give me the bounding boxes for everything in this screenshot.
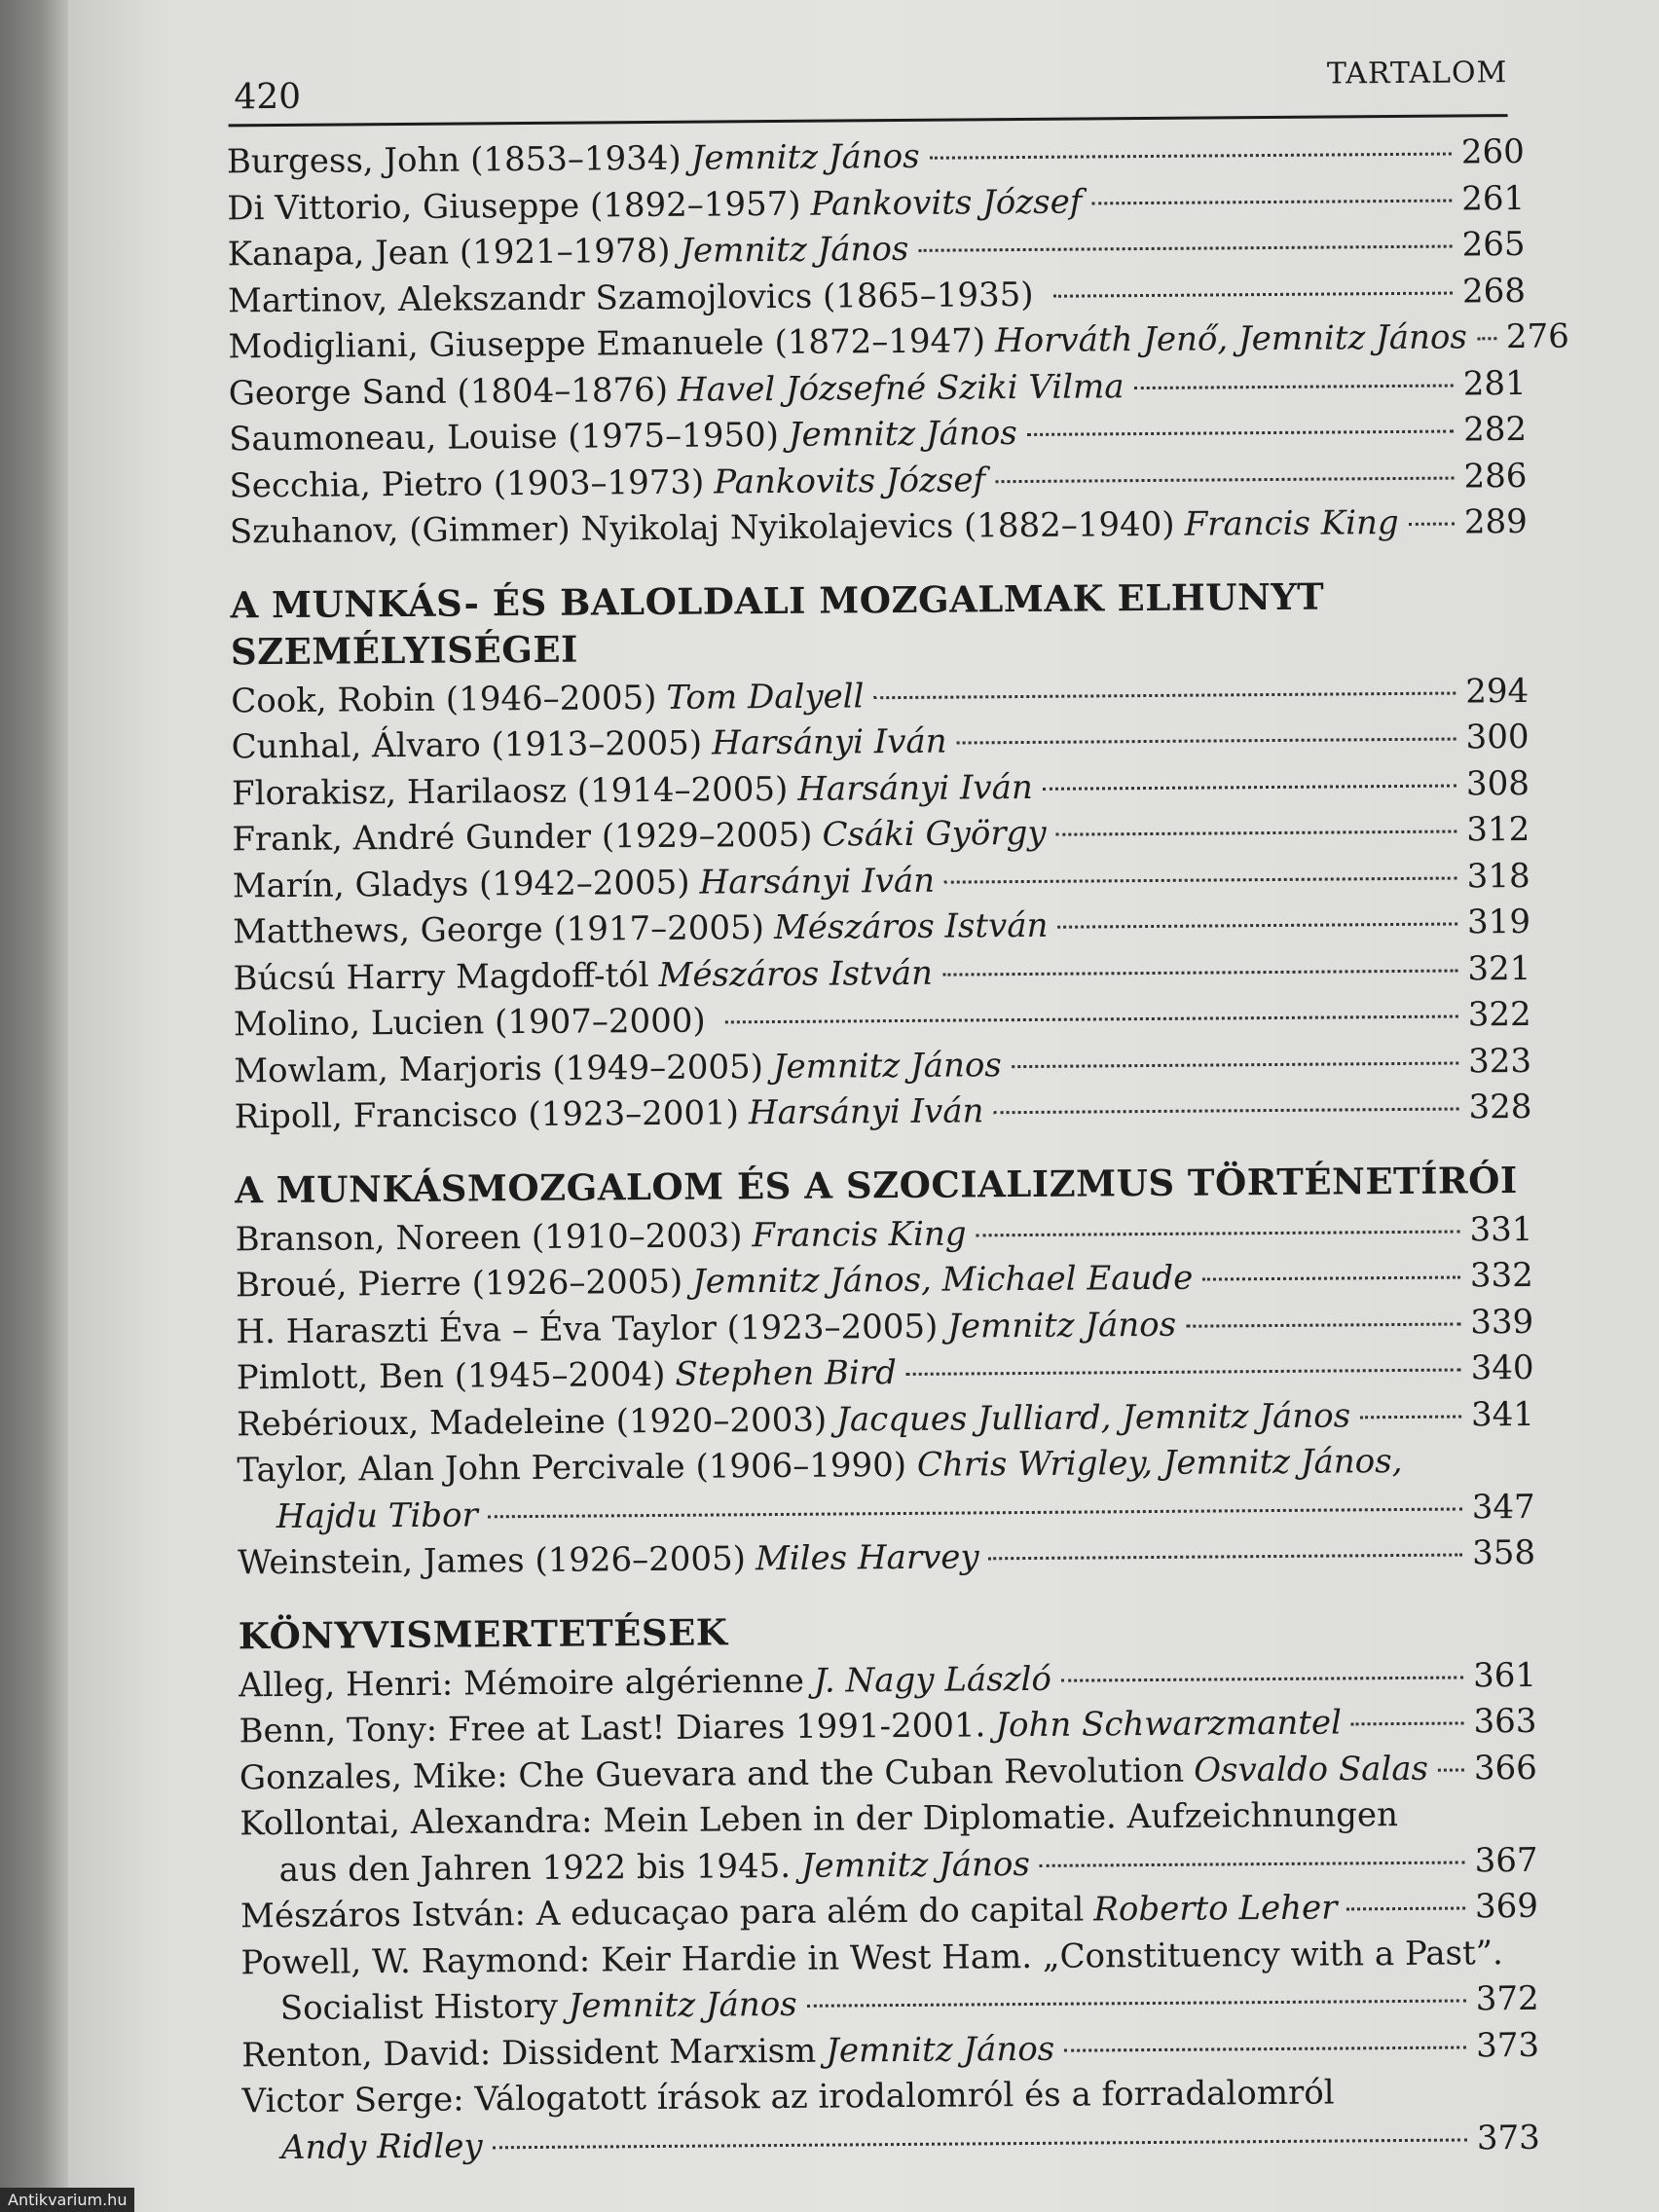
dot-leader [906, 1368, 1461, 1375]
dot-leader [918, 245, 1452, 252]
toc-entry: Ripoll, Francisco (1923–2001) Harsányi Iván 328 [234, 1085, 1529, 1141]
page-ref: 366 [1473, 1748, 1537, 1788]
toc-entry: Benn, Tony: Free at Last! Diares 1991-2001. John Schwarzmantel 363 [239, 1699, 1533, 1755]
dot-leader [1057, 923, 1457, 929]
page-ref: 331 [1469, 1209, 1533, 1249]
toc-entry: Szuhanov, (Gimmer) Nyikolaj Nyikolajevics (1882–1940) Francis King 289 [230, 499, 1525, 556]
dot-leader [493, 2138, 1467, 2149]
dot-leader [725, 1015, 1458, 1024]
dot-leader [1012, 1061, 1458, 1068]
dot-leader [1409, 523, 1455, 526]
page-content [154, 38, 1592, 2172]
dot-leader [1043, 784, 1456, 790]
page-ref: 265 [1461, 224, 1526, 265]
page-ref: 268 [1461, 271, 1527, 311]
toc-entry: Cook, Robin (1946–2005) Tom Dalyell 294 [231, 668, 1526, 724]
page-ref: 260 [1460, 131, 1525, 172]
page-ref: 328 [1468, 1087, 1532, 1127]
page-ref: 322 [1467, 994, 1531, 1035]
toc-section-continued [226, 129, 1569, 556]
dot-leader [1027, 430, 1454, 436]
running-head: TARTALOM [1326, 55, 1508, 92]
dot-leader [977, 1230, 1460, 1236]
toc-entry: Búcsú Harry Magdoff-tól Mészáros István 321 [233, 945, 1528, 1002]
page-ref: 281 [1462, 363, 1527, 403]
dot-leader [1351, 1721, 1464, 1725]
dot-leader [989, 1553, 1463, 1560]
toc-entry: Florakisz, Harilaosz (1914–2005) Harsányi Iván 308 [232, 760, 1527, 817]
section-title: KÖNYVISMERTETÉSEK [238, 1609, 728, 1657]
dot-leader [1134, 384, 1454, 389]
toc-entry: Gonzales, Mike: Che Guevara and the Cuban Revolution Osvaldo Salas 366 [240, 1745, 1534, 1801]
page-ref: 361 [1473, 1655, 1537, 1695]
dot-leader [995, 476, 1454, 483]
dot-leader [1056, 830, 1457, 836]
dot-leader [1360, 1415, 1461, 1419]
page-ref: 312 [1466, 809, 1530, 850]
page-ref: 373 [1475, 2025, 1540, 2065]
page-ref: 372 [1475, 1978, 1539, 2019]
dot-leader [1091, 199, 1452, 204]
header-rule [229, 114, 1508, 127]
dot-leader [1053, 291, 1453, 297]
toc-entry-multiline: Victor Serge: Válogatott írások az irodalomról és a forradalomról Andy Ridley 373 [241, 2073, 1540, 2167]
toc-entry-multiline: Kollontai, Alexandra: Mein Leben in der Diplomatie. Aufzeichnungen aus den Jahren 1922 bis 1945. Jemnitz János 367 [240, 1795, 1538, 1890]
page-header [154, 38, 1576, 125]
dot-leader [1186, 1322, 1460, 1327]
dot-leader [1477, 337, 1496, 340]
toc-entry: Matthews, George (1917–2005) Mészáros István 319 [233, 900, 1528, 956]
toc-entry: Mészáros István: A educaçao para além do capital Roberto Leher 369 [240, 1884, 1535, 1940]
book-spine-shadow [0, 0, 68, 2212]
toc-entry: Frank, André Gunder (1929–2005) Csáki György 312 [232, 807, 1527, 864]
page-ref: 341 [1470, 1394, 1535, 1434]
dot-leader [944, 876, 1457, 883]
toc-entry: Branson, Noreen (1910–2003) Francis King 331 [235, 1206, 1530, 1263]
page-ref: 358 [1472, 1532, 1536, 1573]
page-ref: 367 [1474, 1840, 1538, 1880]
toc-entry-multiline: Powell, W. Raymond: Keir Hardie in West Ham. „Constituency with a Past”. Socialist History Jemnitz János 372 [240, 1933, 1539, 2029]
toc-entry: Saumoneau, Louise (1975–1950) Jemnitz János 282 [229, 407, 1524, 463]
page-ref: 332 [1469, 1255, 1534, 1296]
page-ref: 340 [1470, 1347, 1534, 1388]
page-ref: 282 [1462, 409, 1528, 450]
toc-entry: Alleg, Henri: Mémoire algérienne J. Nagy László 361 [239, 1652, 1533, 1709]
dot-leader [1064, 2046, 1466, 2051]
site-watermark: Antikvarium.hu [0, 2188, 134, 2212]
page-ref: 318 [1466, 856, 1530, 896]
dot-leader [957, 738, 1456, 745]
table-of-contents [226, 129, 1569, 2171]
toc-entry: Secchia, Pietro (1903–1973) Pankovits József 286 [229, 453, 1524, 509]
page-ref: 286 [1463, 456, 1528, 496]
toc-entry: George Sand (1804–1876) Havel Józsefné Sziki Vilma 281 [229, 360, 1524, 417]
dot-leader [807, 1999, 1466, 2007]
page-ref: 363 [1473, 1701, 1537, 1742]
page-ref: 276 [1505, 316, 1569, 357]
page-ref: 319 [1466, 902, 1531, 942]
page-ref: 373 [1476, 2118, 1540, 2157]
dot-leader [1438, 1768, 1464, 1771]
toc-entry: Modigliani, Giuseppe Emanuele (1872–1947) Horváth Jenő, Jemnitz János 276 [228, 314, 1523, 371]
section-title: A MUNKÁS- ÉS BALOLDALI MOZGALMAK ELHUNYT SZEMÉLYISÉGEI [230, 574, 1325, 673]
dot-leader [1061, 1676, 1463, 1681]
dot-leader [930, 153, 1452, 160]
page-ref: 289 [1463, 501, 1528, 542]
toc-entry: Burgess, John (1853–1934) Jemnitz János 260 [227, 129, 1522, 186]
dot-leader [942, 969, 1457, 976]
toc-entry: Kanapa, Jean (1921–1978) Jemnitz János 265 [227, 222, 1522, 278]
page-ref: 321 [1467, 948, 1531, 988]
toc-section-book-reviews [238, 1602, 1540, 2171]
page-ref: 300 [1465, 717, 1530, 757]
page-ref: 294 [1465, 671, 1530, 711]
toc-entry: Molino, Lucien (1907–2000) 322 [234, 992, 1529, 1049]
page-ref: 323 [1468, 1041, 1532, 1081]
toc-entry: Di Vittorio, Giuseppe (1892–1957) Pankovits József 261 [227, 175, 1522, 232]
page-ref: 339 [1470, 1302, 1534, 1342]
page-ref: 308 [1465, 763, 1530, 803]
toc-entry: Broué, Pierre (1926–2005) Jemnitz János, Michael Eaude 332 [236, 1253, 1530, 1309]
toc-section-obituaries [230, 571, 1532, 1140]
dot-leader [873, 691, 1456, 699]
page-ref: 261 [1461, 178, 1526, 218]
toc-entry: Martinov, Alekszandr Szamojlovics (1865–1935) 268 [228, 268, 1523, 324]
toc-entry: Rebérioux, Madeleine (1920–2003) Jacques Julliard, Jemnitz János 341 [237, 1391, 1531, 1448]
dot-leader [488, 1507, 1462, 1518]
toc-entry: Renton, David: Dissident Marxism Jemnitz János 373 [241, 2022, 1536, 2079]
section-title: A MUNKÁSMOZGALOM ÉS A SZOCIALIZMUS TÖRTÉNETÍRÓI [235, 1158, 1518, 1211]
dot-leader [1202, 1275, 1460, 1280]
toc-entry: H. Haraszti Éva – Éva Taylor (1923–2005) Jemnitz János 339 [236, 1299, 1530, 1355]
dot-leader [993, 1108, 1458, 1115]
toc-entry: Mowlam, Marjoris (1949–2005) Jemnitz János 323 [234, 1038, 1529, 1094]
toc-entry: Cunhal, Álvaro (1913–2005) Harsányi Iván 300 [231, 715, 1526, 771]
page-ref: 369 [1474, 1886, 1539, 1927]
toc-entry: Marín, Gladys (1942–2005) Harsányi Iván 318 [233, 853, 1528, 909]
toc-section-historians [235, 1156, 1536, 1586]
dot-leader [1040, 1861, 1465, 1866]
toc-entry-multiline: Taylor, Alan John Percivale (1906–1990) Chris Wrigley, Jemnitz János, Hajdu Tibor 347 [237, 1441, 1535, 1536]
toc-entry: Weinstein, James (1926–2005) Miles Harvey 358 [238, 1530, 1532, 1587]
page-number: 420 [234, 76, 302, 118]
toc-entry: Pimlott, Ben (1945–2004) Stephen Bird 340 [237, 1346, 1531, 1402]
dot-leader [1346, 1906, 1465, 1910]
page-ref: 347 [1471, 1487, 1535, 1527]
